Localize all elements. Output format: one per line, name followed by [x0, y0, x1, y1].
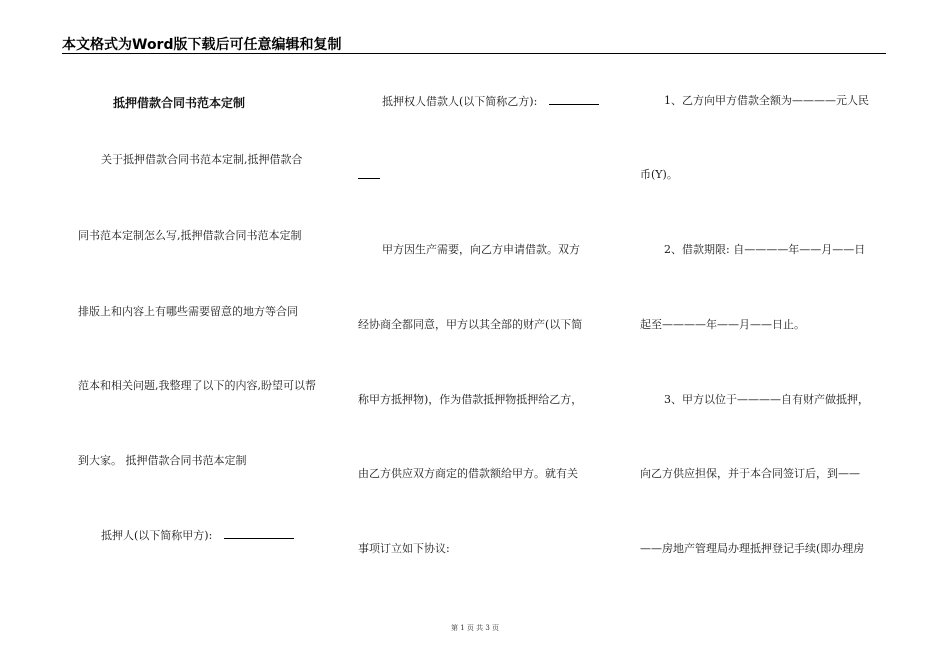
- document-header: 本文格式为Word版下载后可任意编辑和复制: [62, 37, 342, 53]
- col2-line-1: 甲方因生产需要，向乙方申请借款。双方: [382, 243, 580, 256]
- col1-line-1: 关于抵押借款合同书范本定制,抵押借款合: [101, 153, 303, 166]
- document-title: 抵押借款合同书范本定制: [113, 96, 246, 110]
- col3-line-6: 向乙方供应担保，并于本合同签订后，到——: [640, 467, 860, 480]
- col3-line-4: 起至————年——月——日止。: [640, 318, 805, 331]
- col3-line-3: 2、借款期限: 自————年——月——日: [664, 243, 866, 256]
- col1-line-4: 范本和相关问题,我整理了以下的内容,盼望可以帮: [78, 379, 316, 392]
- mortgagor-label: 抵押人(以下简称甲方):: [101, 529, 213, 542]
- col3-line-2: 币(Y)。: [640, 168, 678, 181]
- col3-line-7: ——房地产管理局办理抵押登记手续(即办理房: [640, 542, 865, 555]
- col2-line-4: 由乙方供应双方商定的借款额给甲方。就有关: [358, 467, 578, 480]
- header-rule: [62, 53, 886, 54]
- col3-line-1: 1、乙方向甲方借款全额为————元人民: [664, 94, 869, 107]
- mortgagor-line: [101, 528, 294, 543]
- mortgagee-label: 抵押权人借款人(以下简称乙方):: [382, 95, 538, 108]
- col3-line-5: 3、甲方以位于————自有财产做抵押，: [664, 393, 869, 406]
- col2-line-5: 事项订立如下协议:: [358, 542, 450, 555]
- col1-line-2: 同书范本定制怎么写,抵押借款合同书范本定制: [78, 229, 302, 242]
- mortgagee-blank: [549, 94, 599, 105]
- mortgagor-blank: [224, 528, 294, 539]
- mortgagee-blank-continued: [358, 168, 380, 183]
- col2-line-3: 称甲方抵押物)，作为借款抵押物抵押给乙方，: [358, 393, 583, 406]
- mortgagee-line: [382, 94, 599, 109]
- col2-line-2: 经协商全都同意，甲方以其全部的财产(以下简: [358, 318, 583, 331]
- page-footer: 第 1 页 共 3 页: [450, 624, 500, 632]
- col1-line-5: 到大家。 抵押借款合同书范本定制: [78, 454, 247, 467]
- col1-line-3: 排版上和内容上有哪些需要留意的地方等合同: [78, 305, 298, 318]
